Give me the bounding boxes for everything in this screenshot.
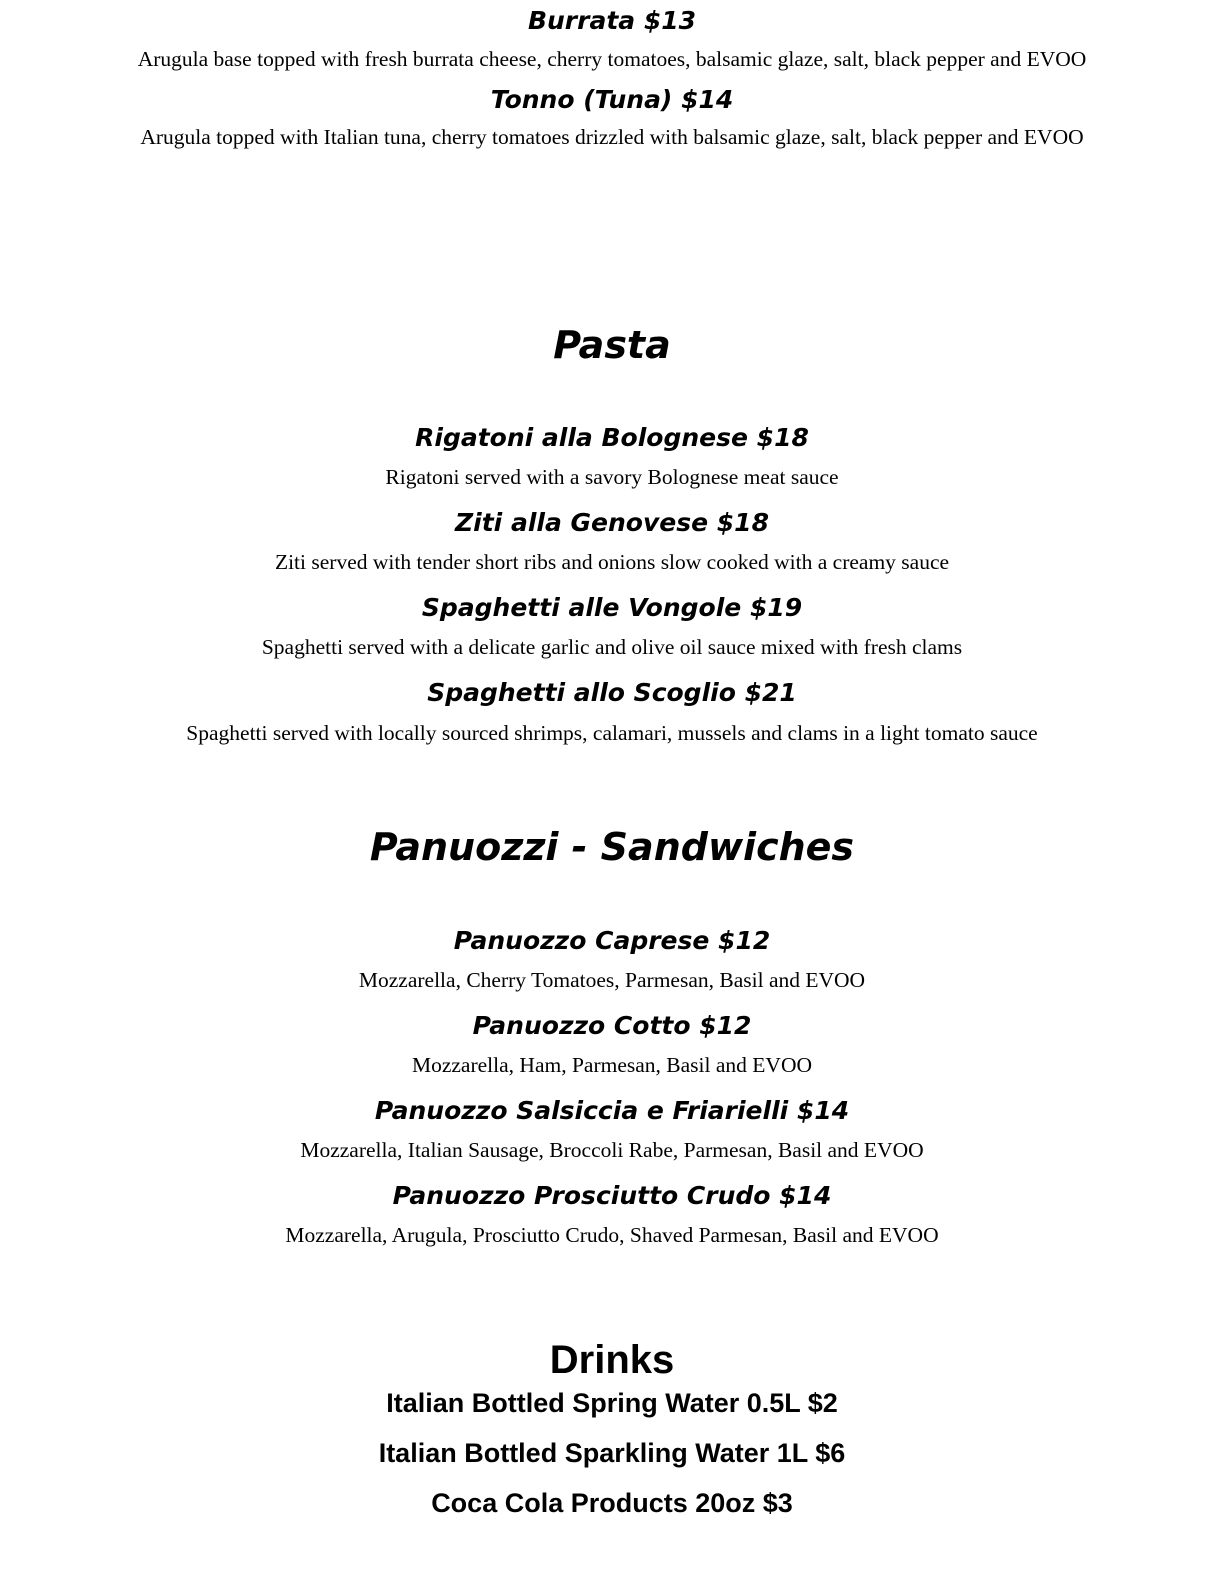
menu-item-name-cotto: Panuozzo Cotto $12 bbox=[472, 1011, 752, 1040]
menu-item-name-rigatoni: Rigatoni alla Bolognese $18 bbox=[415, 423, 809, 452]
menu-item-name-caprese: Panuozzo Caprese $12 bbox=[453, 926, 771, 955]
menu-item-name-vongole: Spaghetti alle Vongole $19 bbox=[421, 593, 803, 622]
menu-item-name-salsiccia: Panuozzo Salsiccia e Friarielli $14 bbox=[374, 1096, 850, 1125]
menu-item-name-prosciutto: Panuozzo Prosciutto Crudo $14 bbox=[392, 1181, 832, 1210]
menu-item-description-vongole: Spaghetti served with a delicate garlic and olive oil sauce mixed with fresh clams bbox=[261, 635, 963, 659]
menu-item-name-ziti: Ziti alla Genovese $18 bbox=[455, 508, 769, 537]
section-title-pasta: Pasta bbox=[553, 323, 671, 367]
menu-item-description-prosciutto: Mozzarella, Arugula, Prosciutto Crudo, Shaved Parmesan, Basil and EVOO bbox=[285, 1223, 939, 1247]
menu-item-description-scoglio: Spaghetti served with locally sourced shrimps, calamari, mussels and clams in a light tomato sauce bbox=[186, 721, 1038, 745]
menu-item-name-tonno: Tonno (Tuna) $14 bbox=[490, 85, 734, 114]
menu-item-description-burrata: Arugula base topped with fresh burrata cheese, cherry tomatoes, balsamic glaze, salt, black pepper and EVOO bbox=[137, 47, 1087, 71]
drink-item-coca-cola: Coca Cola Products 20oz $3 bbox=[431, 1488, 793, 1518]
menu-item-description-ziti: Ziti served with tender short ribs and onions slow cooked with a creamy sauce bbox=[274, 550, 950, 574]
menu-item-name-scoglio: Spaghetti allo Scoglio $21 bbox=[427, 678, 797, 707]
menu-item-description-cotto: Mozzarella, Ham, Parmesan, Basil and EVOO bbox=[411, 1053, 813, 1077]
menu-item-description-tonno: Arugula topped with Italian tuna, cherry tomatoes drizzled with balsamic glaze, salt, black pepper and EVOO bbox=[140, 125, 1084, 149]
menu-item-description-salsiccia: Mozzarella, Italian Sausage, Broccoli Rabe, Parmesan, Basil and EVOO bbox=[300, 1138, 924, 1162]
section-title-drinks: Drinks bbox=[549, 1338, 675, 1382]
section-title-panuozzi: Panuozzi - Sandwiches bbox=[369, 825, 855, 869]
drink-item-spring-water: Italian Bottled Spring Water 0.5L $2 bbox=[386, 1388, 838, 1418]
menu-item-description-rigatoni: Rigatoni served with a savory Bolognese meat sauce bbox=[385, 465, 839, 489]
menu-item-name-burrata: Burrata $13 bbox=[527, 6, 697, 35]
menu-item-description-caprese: Mozzarella, Cherry Tomatoes, Parmesan, Basil and EVOO bbox=[358, 968, 866, 992]
drink-item-sparkling-water: Italian Bottled Sparkling Water 1L $6 bbox=[378, 1438, 846, 1468]
